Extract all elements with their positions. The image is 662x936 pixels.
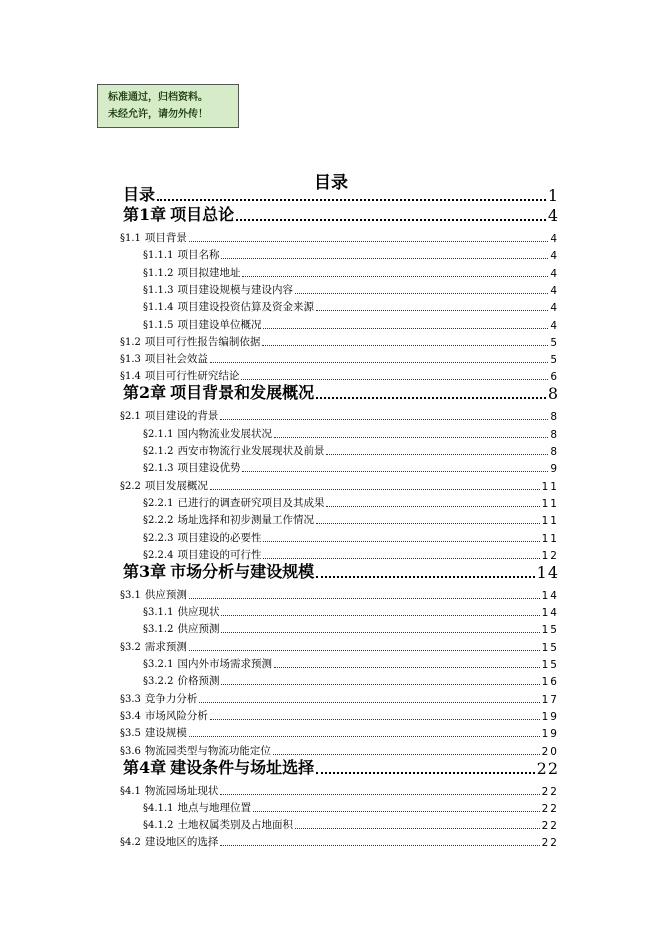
toc-entry-text: 项目拟建地址 xyxy=(177,266,241,279)
toc-entry[interactable] xyxy=(143,442,559,458)
toc-dot-leader xyxy=(210,362,548,363)
toc-entry-text: 供应预测 xyxy=(144,588,187,601)
toc-entry[interactable] xyxy=(123,205,559,225)
toc-entry-number: 第3章 xyxy=(123,561,167,581)
toc-entry[interactable] xyxy=(123,758,559,778)
toc-dot-leader xyxy=(263,328,548,329)
toc-entry[interactable] xyxy=(120,407,559,423)
toc-entry[interactable] xyxy=(143,494,559,510)
toc-dot-leader xyxy=(316,772,534,774)
toc-entry-number: §2.2 xyxy=(120,480,141,492)
toc-dot-leader xyxy=(326,506,539,507)
toc-page-number: 4 xyxy=(550,302,559,315)
toc-entry-text: 市场风险分析 xyxy=(144,709,208,722)
toc-entry-number: §1.2 xyxy=(120,336,141,348)
toc-entry-text: 场址选择和初步测量工作情况 xyxy=(177,514,314,527)
toc-entry-text: 项目名称 xyxy=(177,249,220,262)
toc-entry-number: §2.2.3 xyxy=(143,532,174,544)
toc-page-number: 15 xyxy=(541,659,559,671)
toc-entry[interactable] xyxy=(120,229,559,245)
toc-dot-leader xyxy=(210,719,540,720)
toc-entry-number: §2.1.1 xyxy=(143,428,174,440)
toc-entry-number: §2.1.3 xyxy=(143,463,174,475)
toc-page-number: 9 xyxy=(550,463,559,476)
toc-page-number: 19 xyxy=(541,710,559,723)
toc-entry-number: §1.1.4 xyxy=(143,302,174,314)
toc-entry-number: §1.1.5 xyxy=(143,319,174,331)
toc-dot-leader xyxy=(316,397,546,399)
toc-page-number: 4 xyxy=(550,250,559,263)
toc-dot-leader xyxy=(326,454,548,455)
toc-dot-leader xyxy=(295,293,548,294)
toc-entry-number: §4.1.2 xyxy=(143,820,174,832)
toc-entry-label xyxy=(120,351,208,366)
notice-line-1: 标准通过，归档资料。 xyxy=(108,92,208,103)
toc-dot-leader xyxy=(220,794,539,795)
toc-page-number: 8 xyxy=(550,428,559,441)
toc-page-number: 22 xyxy=(541,785,559,798)
toc-entry-text: 地点与地理位置 xyxy=(177,801,251,814)
toc-entry-label xyxy=(143,800,251,815)
toc-entry-text: 项目建设的必要性 xyxy=(177,531,262,544)
toc-entry-text: 价格预测 xyxy=(177,675,220,688)
toc-page-number: 1 xyxy=(547,186,559,205)
toc-entry-label xyxy=(143,282,293,297)
toc-entry-number: §3.1 xyxy=(120,589,141,601)
toc-entry-text: 项目建设规模与建设内容 xyxy=(177,283,293,296)
toc-page-number: 6 xyxy=(550,371,559,384)
toc-dot-leader xyxy=(189,650,540,651)
toc-entry-text: 项目建设单位概况 xyxy=(177,318,262,331)
toc-entry-number: §2.1.2 xyxy=(143,446,174,457)
toc-entry[interactable] xyxy=(143,603,559,619)
toc-entry-label xyxy=(120,834,218,849)
toc-dot-leader xyxy=(242,471,548,472)
toc-entry[interactable] xyxy=(120,586,559,602)
toc-page-number: 19 xyxy=(541,728,559,741)
toc-entry[interactable] xyxy=(120,333,559,349)
toc-entry-text: 供应现状 xyxy=(177,606,220,619)
toc-page-number: 11 xyxy=(541,480,559,493)
toc-entry-number: §1.1.1 xyxy=(143,250,174,262)
toc-entry-label xyxy=(143,621,219,636)
toc-page-number: 14 xyxy=(541,607,559,620)
toc-page-number: 16 xyxy=(541,676,559,689)
toc-entry-number: §1.4 xyxy=(120,371,141,383)
toc-dot-leader xyxy=(236,219,546,221)
toc-entry-text: 项目总论 xyxy=(170,205,235,224)
toc-entry-number: §3.5 xyxy=(120,728,141,740)
toc-page-number: 14 xyxy=(536,562,559,582)
toc-entry-label xyxy=(120,708,208,723)
toc-entry-number: §3.2.2 xyxy=(143,676,174,688)
toc-entry-number: §1.1.3 xyxy=(143,284,174,296)
toc-entry[interactable] xyxy=(123,562,559,582)
toc-entry-number: 第4章 xyxy=(123,757,167,777)
toc-entry-label xyxy=(120,783,218,798)
toc-entry-text: 项目建设的可行性 xyxy=(177,548,262,561)
toc-title: 目录 xyxy=(314,173,348,193)
toc-entry-number: §4.2 xyxy=(120,837,141,849)
toc-entry-label xyxy=(120,334,260,349)
toc-page-number: 5 xyxy=(550,336,559,349)
toc-entry-text: 国内外市场需求预测 xyxy=(177,658,272,670)
toc-entry-number: §4.1.1 xyxy=(143,802,174,814)
toc-entry-number: §3.2.1 xyxy=(143,659,174,670)
toc-page-number: 15 xyxy=(541,624,559,637)
toc-entry-number: 第1章 xyxy=(123,205,167,224)
toc-dot-leader xyxy=(189,598,540,599)
toc-entry[interactable] xyxy=(143,672,559,688)
toc-page-number: 22 xyxy=(541,820,559,833)
toc-dot-leader xyxy=(295,828,540,829)
toc-entry[interactable] xyxy=(120,477,559,493)
toc-entry-label xyxy=(143,426,272,441)
toc-page-number: 11 xyxy=(541,497,559,510)
toc-dot-leader xyxy=(221,615,539,616)
toc-entry[interactable] xyxy=(143,264,559,280)
toc-dot-leader xyxy=(274,667,540,668)
toc-page-number: 22 xyxy=(541,802,559,815)
toc-dot-leader xyxy=(189,241,548,242)
toc-entry-number: §3.1.2 xyxy=(143,624,174,636)
toc-entry-text: 需求预测 xyxy=(144,640,187,653)
toc-entry-label xyxy=(143,317,261,332)
toc-entry-label xyxy=(143,817,293,832)
toc-entry-text: 土地权属类别及占地面积 xyxy=(177,819,293,832)
toc-entry-text: 项目建设的背景 xyxy=(144,410,219,423)
toc-dot-leader xyxy=(221,632,539,633)
toc-entry-text: 已进行的调查研究项目及其成果 xyxy=(177,496,325,509)
toc-entry-number: 第2章 xyxy=(123,383,167,403)
toc-entry-label xyxy=(120,478,208,493)
toc-entry[interactable] xyxy=(143,316,559,332)
toc-entry-label xyxy=(120,725,187,740)
toc-entry-number: §3.3 xyxy=(120,693,141,705)
toc-dot-leader xyxy=(242,276,548,277)
toc-entry-text: 项目建设投资估算及资金来源 xyxy=(177,301,314,314)
toc-entry-label xyxy=(123,202,234,225)
toc-entry-number: §3.6 xyxy=(120,745,141,757)
toc-dot-leader xyxy=(316,310,548,311)
toc-entry-text: 市场分析与建设规模 xyxy=(170,561,315,581)
toc-entry-text: 物流园类型与物流功能定位 xyxy=(144,744,271,757)
toc-entry-label xyxy=(120,691,197,706)
toc-entry[interactable] xyxy=(143,425,559,441)
toc-entry[interactable] xyxy=(120,690,559,706)
toc-dot-leader xyxy=(199,702,539,703)
toc-dot-leader xyxy=(210,489,540,490)
toc-page-number: 11 xyxy=(541,532,559,545)
toc-entry-label xyxy=(120,639,187,654)
toc-dot-leader xyxy=(316,576,534,578)
toc-entry-text: 建设地区的选择 xyxy=(144,836,219,849)
toc-page-number: 4 xyxy=(550,267,559,280)
toc-entry-label xyxy=(143,299,314,314)
toc-entry-label xyxy=(143,512,314,527)
toc-entry-text: 物流园场址现状 xyxy=(144,784,219,797)
toc-entry-number: §1.3 xyxy=(120,354,141,366)
toc-entry-number: §3.2 xyxy=(120,641,141,653)
toc-entry[interactable] xyxy=(120,638,559,654)
toc-page-number: 8 xyxy=(550,446,559,458)
toc-entry-text: 项目建设优势 xyxy=(177,462,241,475)
toc-entry-number: §1.1 xyxy=(120,233,141,244)
toc-entry-label xyxy=(123,559,314,582)
toc-page-number: 4 xyxy=(550,319,559,332)
toc-dot-leader xyxy=(274,437,548,438)
toc-dot-leader xyxy=(220,845,539,846)
toc-entry[interactable] xyxy=(143,529,559,545)
toc-entry-label xyxy=(143,265,240,280)
toc-entry-text: 国内物流业发展状况 xyxy=(177,427,272,440)
toc-entry-label xyxy=(123,755,314,778)
toc-entry-label xyxy=(143,530,261,545)
toc-dot-leader xyxy=(262,345,548,346)
toc-entry[interactable] xyxy=(120,724,559,740)
toc-entry-label xyxy=(143,247,219,262)
toc-entry[interactable] xyxy=(120,833,559,849)
toc-entry-label xyxy=(143,604,219,619)
toc-entry[interactable] xyxy=(143,281,559,297)
toc-entry-text: 建设条件与场址选择 xyxy=(170,757,315,777)
toc-entry[interactable] xyxy=(143,655,559,671)
toc-page-number: 4 xyxy=(547,206,559,225)
toc-entry-label xyxy=(123,380,314,403)
toc-entry-label xyxy=(143,656,272,671)
toc-entry[interactable] xyxy=(143,298,559,314)
toc-entry-text: 建设规模 xyxy=(144,727,187,740)
toc-entry-number: §2.1 xyxy=(120,411,141,423)
toc-entry[interactable] xyxy=(143,620,559,636)
toc-entry-number: §2.2.1 xyxy=(143,497,174,509)
toc-entry[interactable] xyxy=(143,511,559,527)
toc-entry-text: 项目背景和发展概况 xyxy=(170,383,315,403)
toc-page-number: 4 xyxy=(550,233,559,245)
toc-entry[interactable] xyxy=(143,799,559,815)
toc-entry[interactable] xyxy=(120,707,559,723)
toc-entry-label xyxy=(120,587,187,602)
toc-page-number: 17 xyxy=(541,693,559,706)
toc-dot-leader xyxy=(189,736,540,737)
toc-entry-number: §1.1.2 xyxy=(143,267,174,279)
toc-entry-label xyxy=(143,443,324,458)
toc-page-number: 20 xyxy=(541,745,559,758)
notice-line-2: 未经允许，请勿外传！ xyxy=(108,109,208,120)
toc-entry-text: 竞争力分析 xyxy=(144,692,198,705)
toc-page-number: 4 xyxy=(550,284,559,297)
toc-page-number: 12 xyxy=(541,549,559,562)
toc-entry-label xyxy=(143,495,324,510)
toc-entry-number: §2.2.2 xyxy=(143,515,174,527)
toc-page-number: 11 xyxy=(541,515,559,528)
toc-entry-text: 供应预测 xyxy=(177,623,220,636)
toc-entry[interactable] xyxy=(120,782,559,798)
toc-dot-leader xyxy=(316,523,540,524)
toc-page-number: 22 xyxy=(541,837,559,850)
toc-page-number: 5 xyxy=(550,354,559,367)
toc-entry-text: 项目背景 xyxy=(144,232,187,244)
toc-entry-text: 目录 xyxy=(123,185,156,204)
toc-page-number: 14 xyxy=(541,589,559,602)
toc-entry-number: §4.1 xyxy=(120,785,141,797)
toc-entry-text: 项目可行性报告编制依据 xyxy=(144,335,261,348)
toc-entry-number: §3.1.1 xyxy=(143,607,174,619)
toc-dot-leader xyxy=(263,541,539,542)
toc-entry-text: 项目可行性研究结论 xyxy=(144,370,240,383)
toc-dot-leader xyxy=(221,684,539,685)
toc-entry-label xyxy=(143,460,240,475)
toc-entry[interactable] xyxy=(143,246,559,262)
toc-entry[interactable] xyxy=(120,350,559,366)
toc-entry-label xyxy=(120,408,218,423)
toc-entry-number: §2.2.4 xyxy=(143,549,174,561)
toc-entry-text: 项目社会效益 xyxy=(144,353,208,366)
toc-page-number: 8 xyxy=(550,411,559,424)
toc-dot-leader xyxy=(220,419,548,420)
toc-entry-label xyxy=(143,673,219,688)
toc-entry-text: 西安市物流行业发展现状及前景 xyxy=(177,445,325,457)
toc-entry[interactable] xyxy=(143,459,559,475)
toc-page-number: 22 xyxy=(536,758,559,778)
toc-dot-leader xyxy=(253,811,540,812)
toc-dot-leader xyxy=(157,199,546,201)
toc-page-number: 8 xyxy=(547,384,559,404)
toc-entry-number: §3.4 xyxy=(120,710,141,722)
toc-entry-text: 项目发展概况 xyxy=(144,479,208,492)
toc-entry[interactable] xyxy=(123,383,559,403)
toc-entry[interactable] xyxy=(143,816,559,832)
toc-page-number: 15 xyxy=(541,641,559,654)
toc-entry-label xyxy=(120,230,187,245)
toc-dot-leader xyxy=(221,258,548,259)
